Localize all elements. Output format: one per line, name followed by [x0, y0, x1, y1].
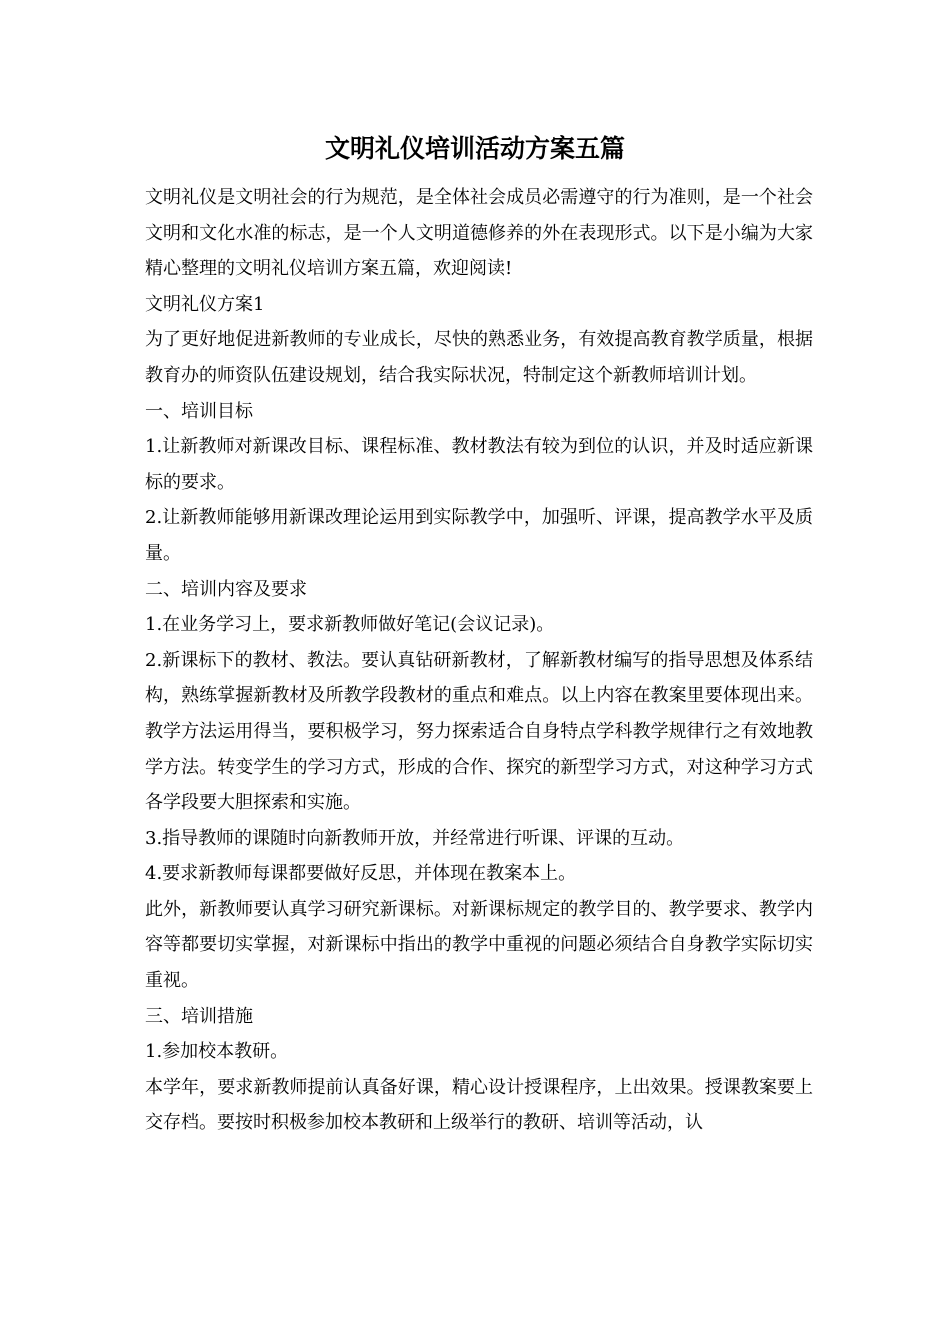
section-heading-measures: 三、培训措施 — [145, 1005, 253, 1027]
section-heading-plan-1: 文明礼仪方案1 — [145, 293, 265, 315]
paragraph: 此外，新教师要认真学习研究新课标。对新课标规定的教学目的、教学要求、教学内容等都要切实掌握，对新课标中指出的教学中重视的问题必须结合自身教学实际切实重视。 — [145, 898, 813, 992]
list-item: 1.让新教师对新课改目标、课程标准、教材教法有较为到位的认识，并及时适应新课标的要求。 — [145, 436, 813, 493]
document-title: 文明礼仪培训活动方案五篇 — [324, 134, 625, 163]
section-heading-goals: 一、培训目标 — [145, 400, 253, 422]
document-body — [145, 180, 813, 1141]
list-item: 1.在业务学习上，要求新教师做好笔记(会议记录)。 — [145, 614, 555, 636]
intro-paragraph: 文明礼仪是文明社会的行为规范，是全体社会成员必需遵守的行为准则，是一个社会文明和文化水准的标志，是一个人文明道德修养的外在表现形式。以下是小编为大家精心整理的文明礼仪培训方案五篇，欢迎阅读! — [145, 187, 813, 280]
list-item: 1.参加校本教研。 — [145, 1041, 289, 1063]
section-heading-content: 二、培训内容及要求 — [145, 578, 307, 600]
list-item: 3.指导教师的课随时向新教师开放，并经常进行听课、评课的互动。 — [145, 827, 685, 849]
paragraph: 本学年，要求新教师提前认真备好课，精心设计授课程序，上出效果。授课教案要上交存档。要按时积极参加校本教研和上级举行的教研、培训等活动，认 — [145, 1076, 813, 1134]
list-item: 2.新课标下的教材、教法。要认真钻研新教材，了解新教材编写的指导思想及体系结构，熟练掌握新教材及所教学段教材的重点和难点。以上内容在教案里要体现出来。教学方法运用得当，要积极学习，努力探索适合自身特点学科教学规律行之有效地教学方法。转变学生的学习方式，形成的合作、探究的新型学习方式，对这种学习方式各学段要大胆探索和实施。 — [145, 649, 813, 814]
list-item: 4.要求新教师每课都要做好反思，并体现在教案本上。 — [145, 863, 577, 885]
paragraph: 为了更好地促进新教师的专业成长，尽快的熟悉业务，有效提高教育教学质量，根据教育办的师资队伍建设规划，结合我实际状况，特制定这个新教师培训计划。 — [145, 329, 813, 386]
list-item: 2.让新教师能够用新课改理论运用到实际教学中，加强听、评课，提高教学水平及质量。 — [145, 507, 813, 564]
